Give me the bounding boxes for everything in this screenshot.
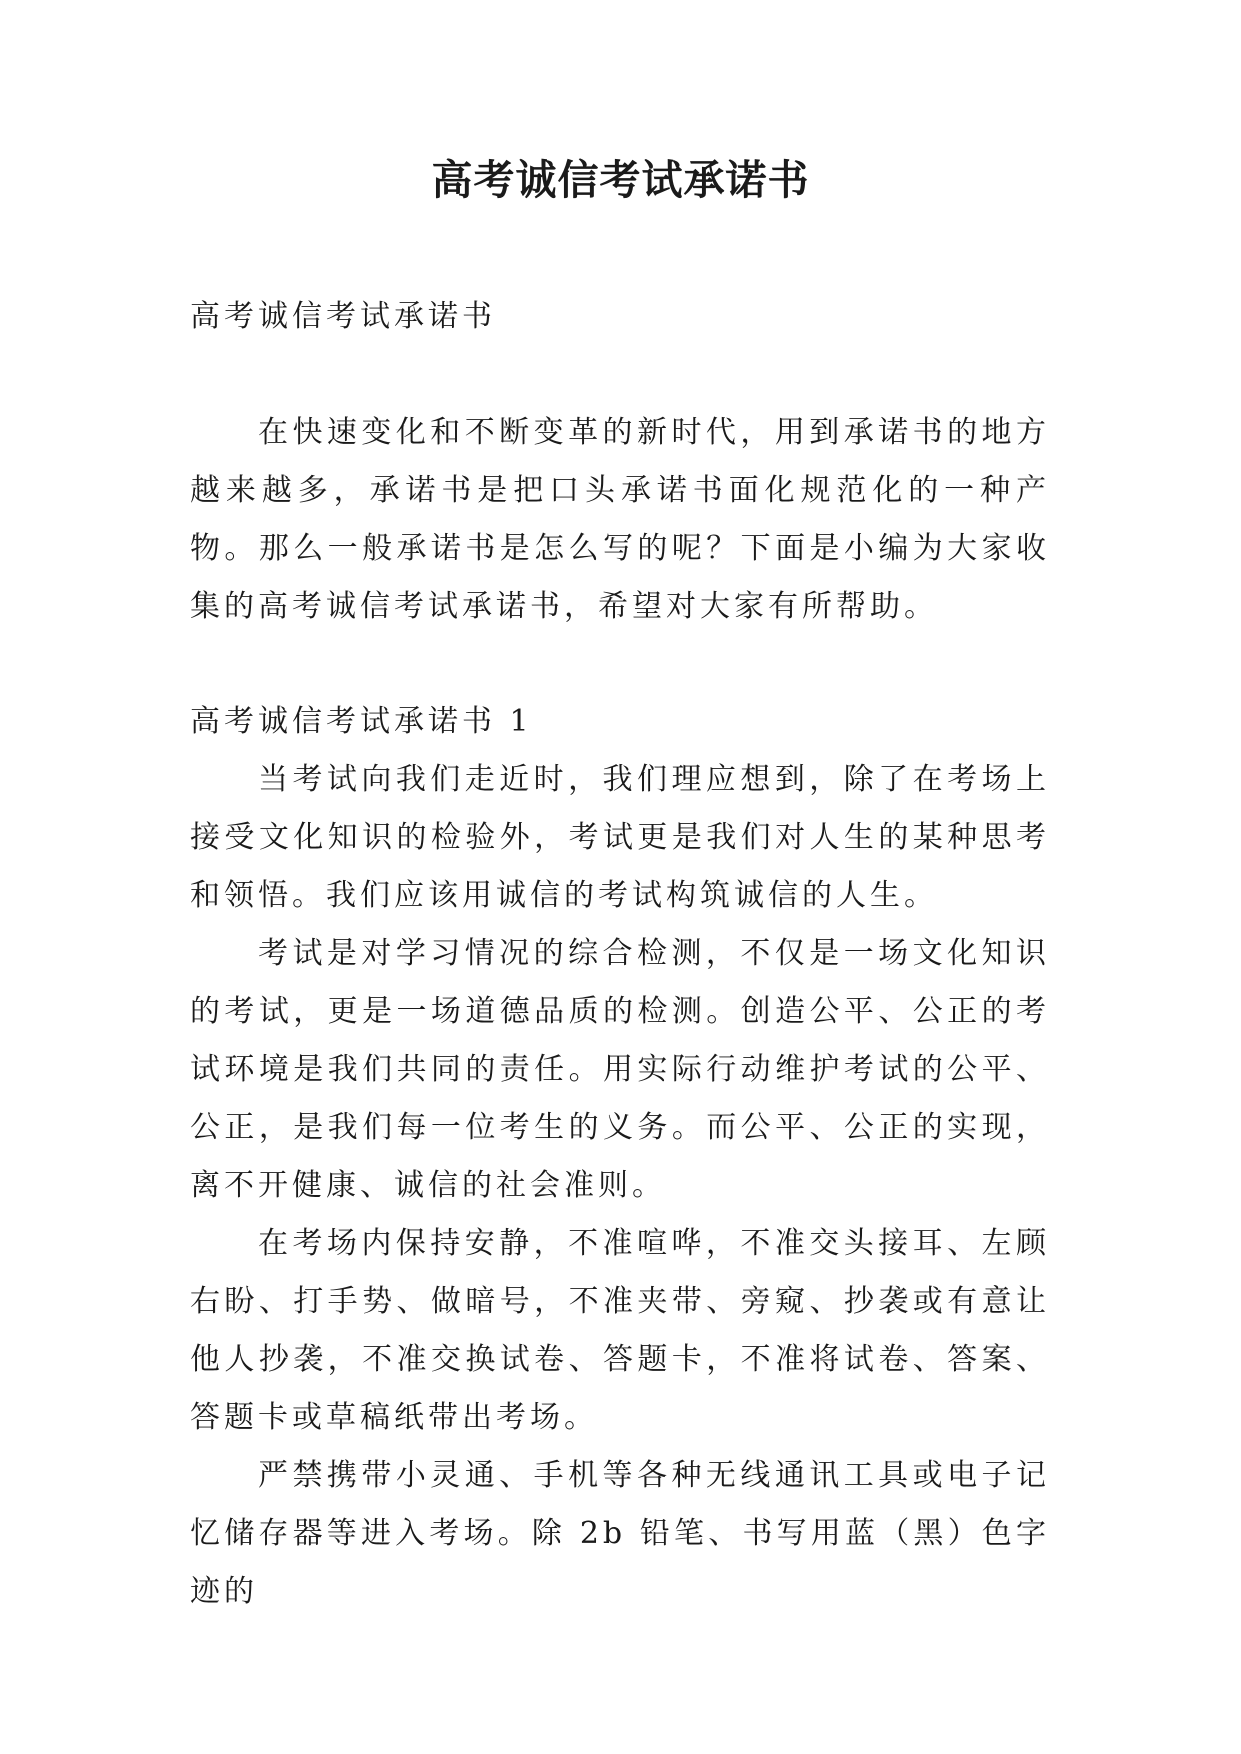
- body-paragraph-3: 在考场内保持安静，不准喧哗，不准交头接耳、左顾右盼、打手势、做暗号，不准夹带、旁窥、抄袭或有意让他人抄袭，不准交换试卷、答题卡，不准将试卷、答案、答题卡或草稿纸带出考场。: [190, 1226, 1050, 1435]
- body-paragraph-4: 严禁携带小灵通、手机等各种无线通讯工具或电子记忆储存器等进入考场。除 2b 铅笔、书写用蓝（黑）色字迹的: [190, 1458, 1050, 1609]
- document-title: 高考诚信考试承诺书: [431, 156, 810, 204]
- intro-paragraph: [190, 404, 1050, 636]
- body-paragraph-2: 考试是对学习情况的综合检测，不仅是一场文化知识的考试，更是一场道德品质的检测。创造公平、公正的考试环境是我们共同的责任。用实际行动维护考试的公平、公正，是我们每一位考生的义务。而公平、公正的实现，离不开健康、诚信的社会准则。: [190, 936, 1050, 1203]
- intro-text: 在快速变化和不断变革的新时代，用到承诺书的地方越来越多，承诺书是把口头承诺书面化规范化的一种产物。那么一般承诺书是怎么写的呢？下面是小编为大家收集的高考诚信考试承诺书，希望对大家有所帮助。: [190, 415, 1050, 624]
- section-body: [190, 751, 1050, 1621]
- document-subtitle: [190, 288, 1050, 346]
- section-heading: [190, 693, 1050, 751]
- subtitle-text: 高考诚信考试承诺书: [190, 299, 496, 334]
- body-paragraph-1: 当考试向我们走近时，我们理应想到，除了在考场上接受文化知识的检验外，考试更是我们对人生的某种思考和领悟。我们应该用诚信的考试构筑诚信的人生。: [190, 762, 1050, 913]
- section-heading-text: 高考诚信考试承诺书 1: [190, 704, 533, 739]
